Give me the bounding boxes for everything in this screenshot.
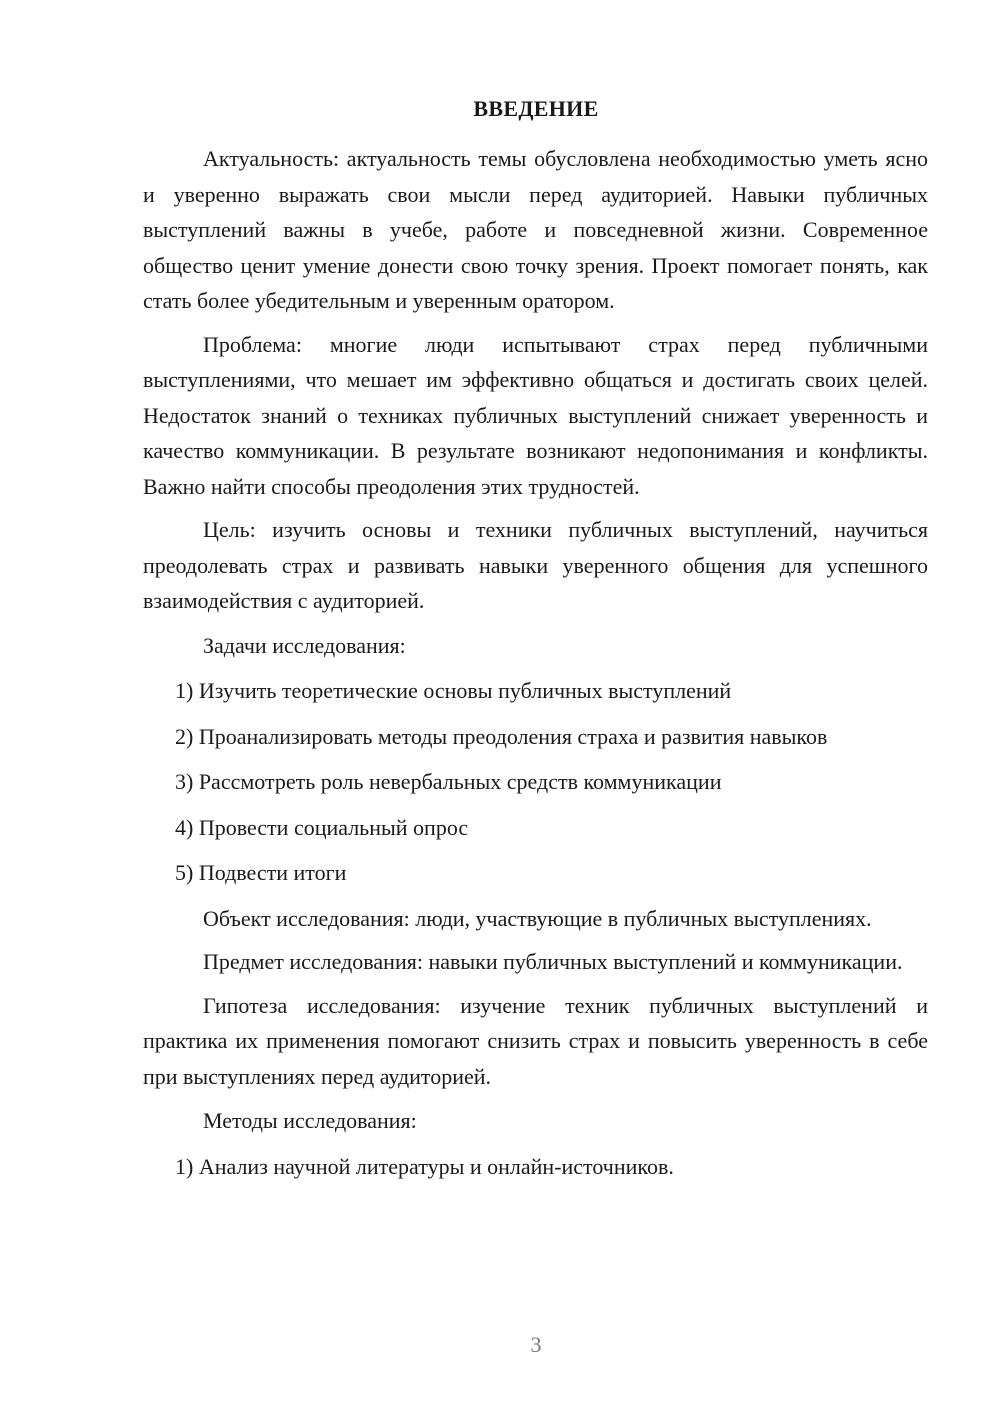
task-item: 3) Рассмотреть роль невербальных средств коммуникации xyxy=(175,769,722,794)
relevance-paragraph: Актуальность: актуальность темы обусловлена необходимостью уметь ясно и уверенно выражать свои мысли перед аудиторией. Навыки публичных выступлений важны в учебе, работе и повседневной жизни. Современное общество ценит умение донести свою точку зрения. Проект помогает понять, как стать более убедительным и уверенным оратором. xyxy=(143,146,928,313)
task-item: 1) Изучить теоретические основы публичных выступлений xyxy=(175,678,732,703)
problem-paragraph: Проблема: многие люди испытывают страх перед публичными выступлениями, что мешает им эффективно общаться и достигать своих целей. Недостаток знаний о техниках публичных выступлений снижает уверенность и качество коммуникации. В результате возникают недопонимания и конфликты. Важно найти способы преодоления этих трудностей. xyxy=(143,331,928,499)
page-title: ВВЕДЕНИЕ xyxy=(473,96,599,121)
methods-heading: Методы исследования: xyxy=(203,1108,417,1133)
page-number: 3 xyxy=(530,1332,542,1357)
object-paragraph: Объект исследования: люди, участвующие в публичных выступлениях. xyxy=(203,905,872,931)
task-item: 5) Подвести итоги xyxy=(175,860,347,885)
method-item: 1) Анализ научной литературы и онлайн-источников. xyxy=(175,1153,674,1179)
document-body xyxy=(143,141,928,1194)
tasks-heading: Задачи исследования: xyxy=(203,632,406,658)
subject-paragraph: Предмет исследования: навыки публичных выступлений и коммуникации. xyxy=(203,949,903,974)
hypothesis-paragraph: Гипотеза исследования: изучение техник публичных выступлений и практика их применения помогают снизить страх и повысить уверенность в себе при выступлениях перед аудиторией. xyxy=(143,992,928,1089)
task-item: 2) Проанализировать методы преодоления страха и развития навыков xyxy=(175,723,828,749)
goal-paragraph: Цель: изучить основы и техники публичных выступлений, научиться преодолевать страх и развивать навыки уверенного общения для успешного взаимодействия с аудиторией. xyxy=(143,517,928,613)
task-item: 4) Провести социальный опрос xyxy=(175,814,469,840)
